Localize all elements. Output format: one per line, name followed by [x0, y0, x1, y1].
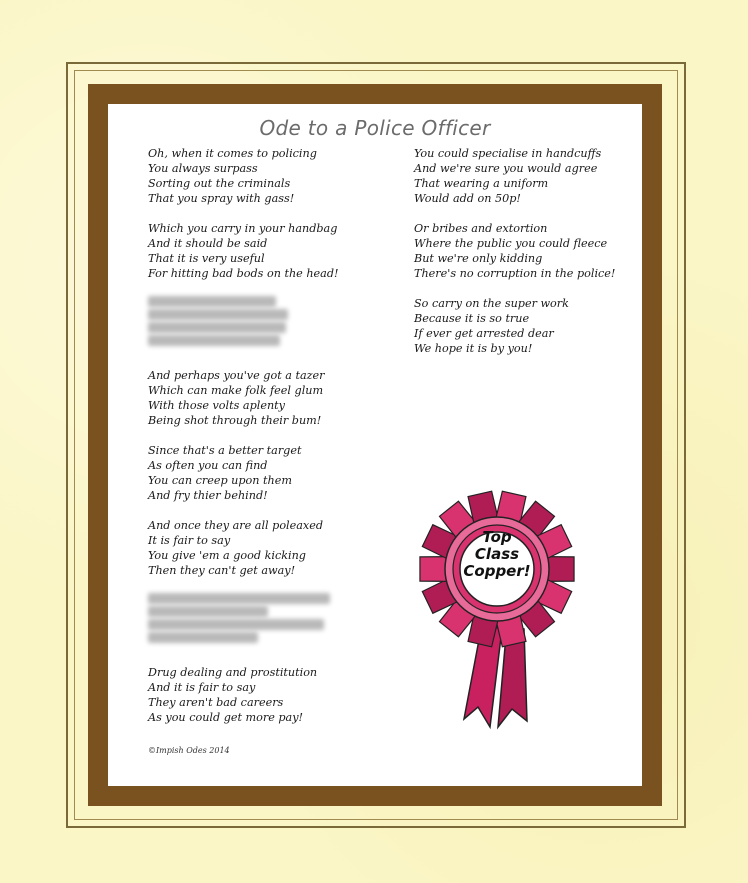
- blurred-stanza: [148, 593, 368, 643]
- rosette-graphic: [412, 489, 582, 739]
- poem-line: With those volts aplenty: [148, 399, 285, 412]
- poem-line: And it should be said: [148, 237, 268, 250]
- stanza: [148, 518, 368, 578]
- poem-line: You could specialise in handcuffs: [414, 147, 602, 160]
- stanza: [148, 665, 368, 725]
- poem-line: Where the public you could fleece: [414, 237, 608, 250]
- poem-line: You can creep upon them: [148, 474, 292, 487]
- poem-line: And perhaps you've got a tazer: [148, 369, 325, 382]
- poem-line: Which you carry in your handbag: [148, 222, 338, 235]
- rosette-label-line: Class: [474, 545, 520, 563]
- poem-left-column: [148, 146, 368, 740]
- poem-line: That you spray with gass!: [148, 192, 295, 205]
- stanza: [148, 368, 368, 428]
- rosette-label-line: Top: [482, 528, 512, 546]
- poem-line: But we're only kidding: [414, 252, 543, 265]
- stanza: [414, 221, 624, 281]
- poem-line: Oh, when it comes to policing: [148, 147, 317, 160]
- poem-line: And once they are all poleaxed: [148, 519, 324, 532]
- poem-line: And fry thier behind!: [148, 489, 268, 502]
- stanza: [148, 221, 368, 281]
- poem-line: It is fair to say: [148, 534, 231, 547]
- stanza: [414, 146, 624, 206]
- poem-sheet: [108, 104, 642, 786]
- poem-line: That it is very useful: [148, 252, 265, 265]
- poem-line: Being shot through their bum!: [148, 414, 322, 427]
- poem-right-column: [414, 146, 624, 371]
- poem-line: We hope it is by you!: [414, 342, 533, 355]
- poem-line: Or bribes and extortion: [414, 222, 548, 235]
- poem-line: As you could get more pay!: [148, 711, 304, 724]
- stanza: [148, 443, 368, 503]
- poem-line: Because it is so true: [414, 312, 530, 325]
- poem-line: Since that's a better target: [148, 444, 302, 457]
- poem-line: Would add on 50p!: [414, 192, 521, 205]
- poem-line: You give 'em a good kicking: [148, 549, 306, 562]
- poem-line: There's no corruption in the police!: [414, 267, 616, 280]
- stanza: [148, 146, 368, 206]
- poem-line: Sorting out the criminals: [148, 177, 291, 190]
- poem-line: Then they can't get away!: [148, 564, 296, 577]
- poem-line: If ever get arrested dear: [414, 327, 554, 340]
- poem-line: For hitting bad bods on the head!: [148, 267, 339, 280]
- poem-line: You always surpass: [148, 162, 258, 175]
- stanza: [414, 296, 624, 356]
- poem-line: They aren't bad careers: [148, 696, 284, 709]
- blurred-stanza: [148, 296, 368, 346]
- poem-line: And we're sure you would agree: [414, 162, 598, 175]
- rosette-label-line: Copper!: [463, 562, 531, 580]
- copyright-notice: ©Impish Odes 2014: [148, 746, 230, 755]
- poem-line: That wearing a uniform: [414, 177, 549, 190]
- poem-line: Which can make folk feel glum: [148, 384, 324, 397]
- poem-line: As often you can find: [148, 459, 268, 472]
- award-rosette: [412, 489, 582, 739]
- poem-title: Ode to a Police Officer: [259, 116, 491, 140]
- poem-line: And it is fair to say: [148, 681, 256, 694]
- rosette-label: [452, 529, 542, 580]
- poem-line: Drug dealing and prostitution: [148, 666, 318, 679]
- poem-line: So carry on the super work: [414, 297, 569, 310]
